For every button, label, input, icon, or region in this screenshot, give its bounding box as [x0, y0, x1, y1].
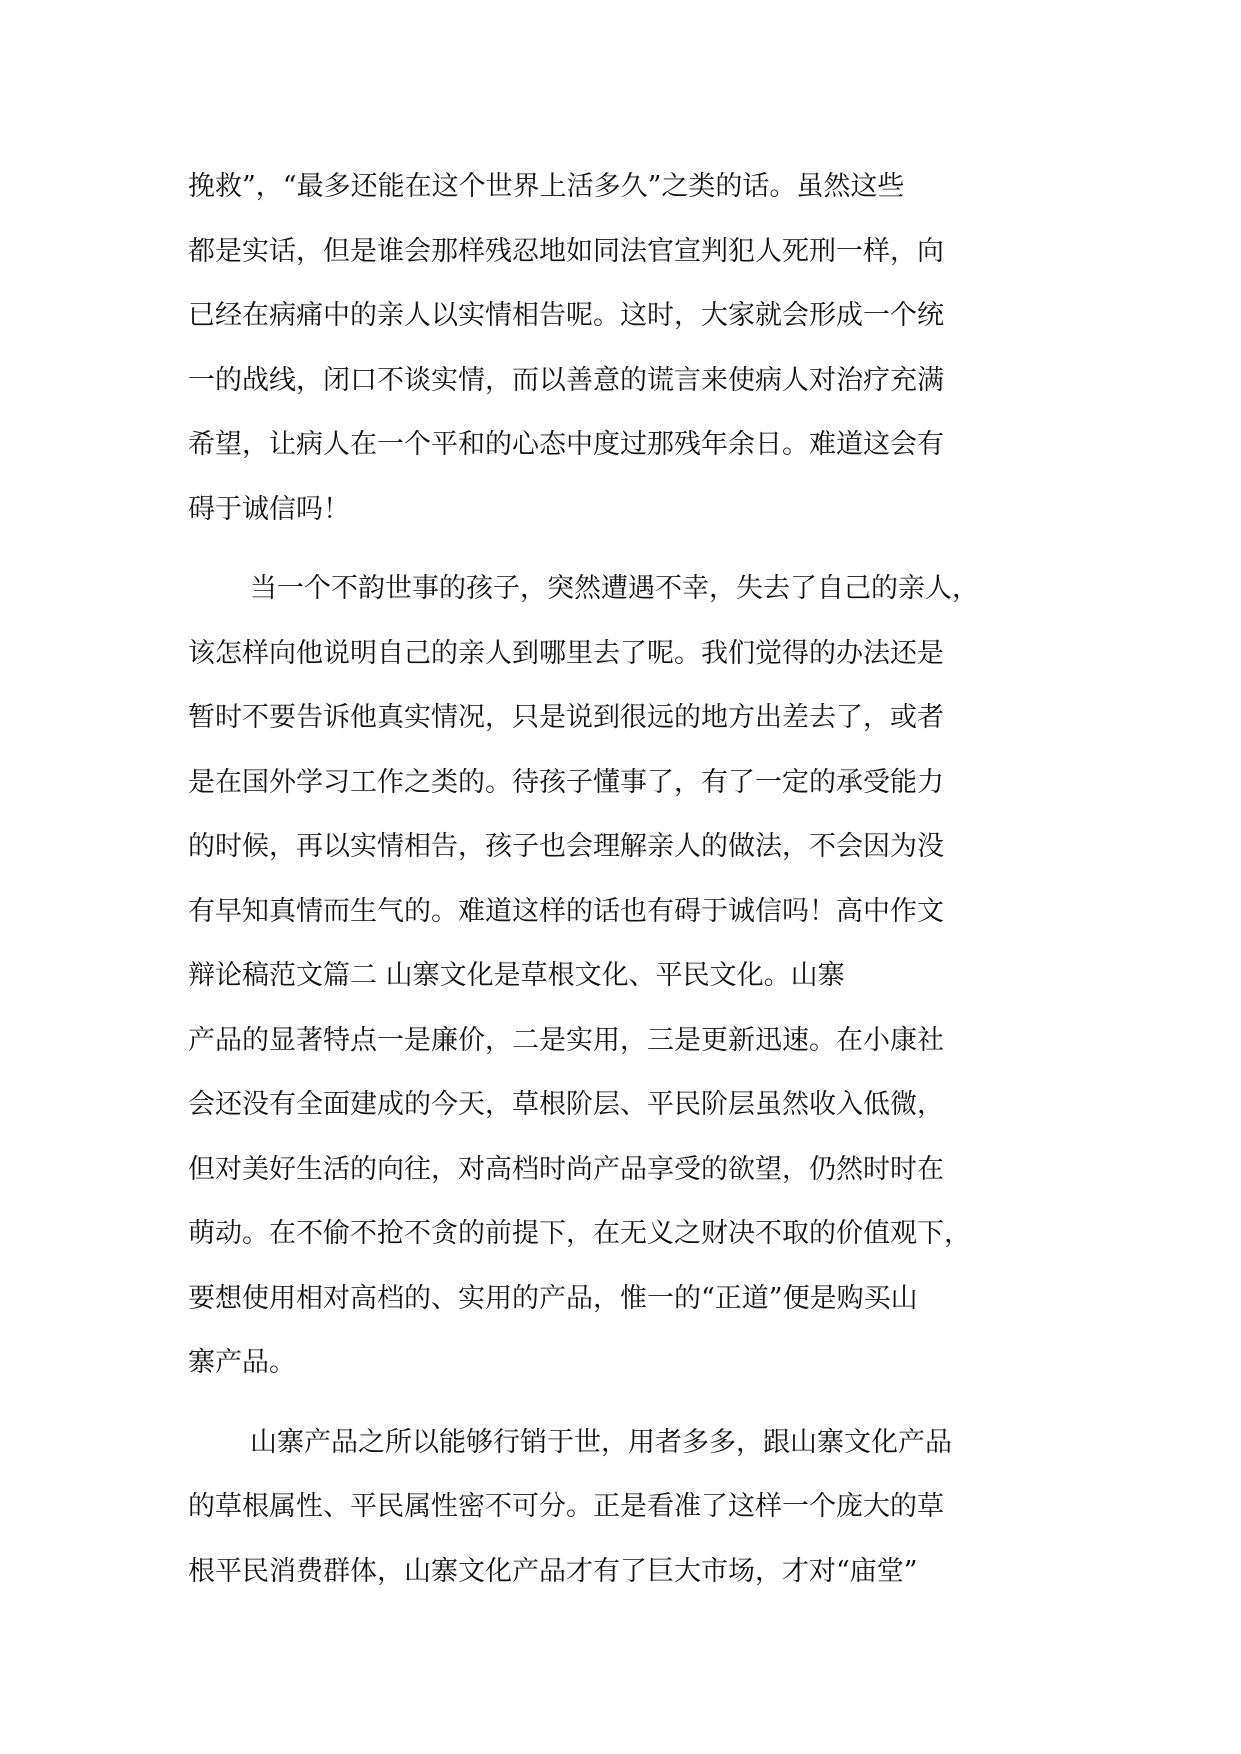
text-line: 一的战线，闭口不谈实情，而以善意的谎言来使病人对治疗充满 — [188, 364, 944, 396]
text-line-split — [188, 944, 1058, 1009]
paragraph-first-line: 当一个不韵世事的孩子，突然遭遇不幸，失去了自己的亲人， — [250, 573, 979, 604]
text-line: 会还没有全面建成的今天，草根阶层、平民阶层虽然收入低微， — [188, 1089, 944, 1120]
text-line: 希望，让病人在一个平和的心态中度过那残年余日。难道这会有 — [188, 429, 944, 460]
paragraph-first-line: 山寨产品之所以能够行销于世，用者多多，跟山寨文化产品 — [250, 1426, 952, 1458]
text-line: 的时候，再以实情相告，孩子也会理解亲人的做法，不会因为没 — [188, 831, 944, 862]
text-line: 该怎样向他说明自己的亲人到哪里去了呢。我们觉得的办法还是 — [188, 637, 944, 669]
section-title: 辩论稿范文篇二 — [188, 960, 377, 991]
text-line: 都是实话，但是谁会那样残忍地如同法官宣判犯人死刑一样，向 — [188, 235, 944, 267]
text-line: 但对美好生活的向往，对高档时尚产品享受的欲望，仍然时时在 — [188, 1153, 944, 1185]
text-line: 产品的显著特点一是廉价，二是实用，三是更新迅速。在小康社 — [188, 1024, 944, 1056]
text-line: 根平民消费群体，山寨文化产品才有了巨大市场，才对“庙堂” — [188, 1555, 918, 1587]
text-line: 寨产品。 — [188, 1347, 296, 1378]
text-line: 暂时不要告诉他真实情况，只是说到很远的地方出差去了，或者 — [188, 702, 944, 733]
document-body — [188, 155, 1058, 1604]
text-line: 有早知真情而生气的。难道这样的话也有碍于诚信吗！高中作文 — [188, 895, 944, 927]
text-line: 碍于诚信吗！ — [188, 493, 350, 525]
text-line: 的草根属性、平民属性密不可分。正是看准了这样一个庞大的草 — [188, 1491, 944, 1522]
text-line: 已经在病痛中的亲人以实情相告呢。这时，大家就会形成一个统 — [188, 300, 944, 331]
text-line: 挽救”，“最多还能在这个世界上活多久”之类的话。虽然这些 — [188, 171, 905, 202]
text-line: 要想使用相对高档的、实用的产品，惟一的“正道”便是购买山 — [188, 1282, 918, 1314]
text-line: 萌动。在不偷不抢不贪的前提下，在无义之财决不取的价值观下， — [188, 1218, 971, 1249]
text-line: 是在国外学习工作之类的。待孩子懂事了，有了一定的承受能力 — [188, 766, 944, 798]
section-first-sentence: 山寨文化是草根文化、平民文化。山寨 — [385, 960, 845, 991]
